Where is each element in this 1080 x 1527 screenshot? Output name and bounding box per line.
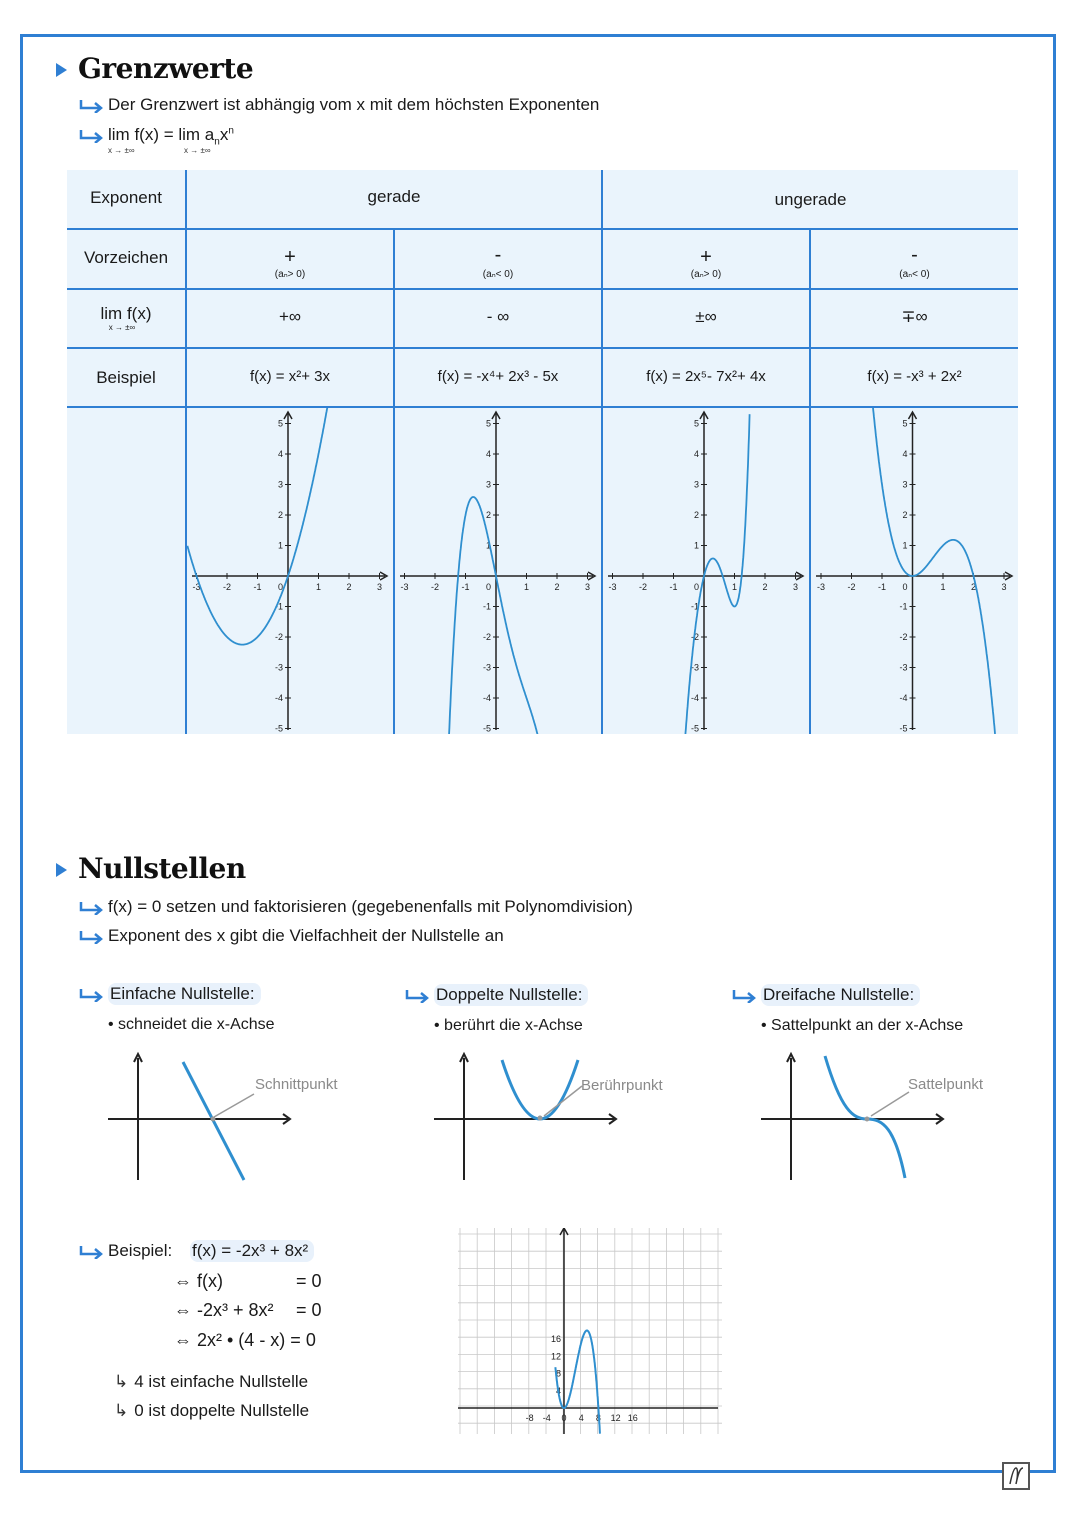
type-einfach-heading	[78, 984, 261, 1004]
y-tick-label: 2	[277, 510, 283, 520]
section-title-grenzwerte: Grenzwerte	[78, 52, 254, 85]
y-tick-label: 4	[902, 449, 908, 459]
grenzwert-formula	[78, 125, 234, 147]
table-divider	[67, 228, 1018, 230]
x-tick-label: -3	[192, 582, 201, 592]
x-tick-label: 4	[578, 1413, 584, 1423]
section-marker-icon	[56, 63, 67, 77]
graph-col4	[811, 408, 1018, 734]
y-tick-label: 3	[485, 479, 491, 490]
y-tick-label: -1	[274, 601, 283, 612]
bullet-dreifach-text: Sattelpunkt an der x-Achse	[771, 1017, 964, 1034]
x-tick-label: -1	[669, 582, 678, 592]
formula-text: lim f(x) = lim a	[108, 125, 215, 144]
label-beruehrpunkt: Berührpunkt	[581, 1077, 663, 1094]
y-tick-label: 3	[693, 479, 699, 490]
cond-col4: (aₙ< 0)	[899, 269, 930, 280]
lim-subscript-2: x → ±∞	[184, 146, 211, 155]
step-2-lhs: ⇔ -2x³ + 8x²	[174, 1300, 274, 1320]
x-tick-label: 1	[523, 582, 530, 592]
y-tick-label: -1	[482, 601, 491, 612]
row-label-beispiel: Beispiel	[96, 368, 156, 387]
x-tick-label: -4	[542, 1413, 551, 1423]
limit-col4: ∓∞	[901, 307, 928, 326]
sign-col2: -	[494, 244, 502, 266]
type-dreifach-text: Dreifache Nullstelle:	[761, 984, 920, 1006]
step-1-rhs: = 0	[296, 1271, 322, 1291]
y-tick-label: -4	[274, 693, 283, 703]
table-divider	[67, 288, 1018, 290]
x-tick-label: 1	[315, 582, 322, 592]
y-tick-label: -5	[482, 723, 491, 734]
step-3-lhs: ⇔ 2x² • (4 - x) = 0	[174, 1330, 316, 1350]
bullet-doppelt	[434, 1017, 583, 1035]
y-tick-label: 5	[277, 418, 283, 429]
y-tick-label: 4	[555, 1385, 561, 1396]
y-tick-label: 16	[550, 1334, 561, 1345]
y-tick-label: -1	[690, 601, 699, 612]
origin-label: 0	[277, 582, 283, 592]
label-schnittpunkt: Schnittpunkt	[255, 1076, 338, 1093]
y-tick-label: 2	[693, 510, 699, 520]
example-heading	[78, 1241, 172, 1261]
x-tick-label: 2	[762, 582, 768, 592]
grenzwert-rule-text: Der Grenzwert ist abhängig vom x mit dem höchsten Exponenten	[108, 95, 600, 114]
sign-col1: +	[284, 246, 296, 268]
y-tick-label: 2	[485, 510, 491, 520]
hook-arrow-icon	[78, 930, 104, 944]
cond-col3: (aₙ> 0)	[690, 269, 722, 280]
function-curve	[873, 408, 996, 734]
sattelpunkt-marker	[865, 1117, 870, 1122]
result-2	[114, 1401, 309, 1421]
x-tick-label: 2	[346, 582, 352, 592]
nullstellen-rule-1	[78, 897, 633, 917]
y-tick-label: 4	[277, 449, 283, 459]
hook-arrow-icon	[78, 99, 104, 113]
limit-col2: - ∞	[486, 307, 510, 326]
x-tick-label: 3	[584, 582, 591, 592]
brand-logo	[1002, 1462, 1030, 1490]
y-tick-label: -4	[899, 693, 908, 703]
y-tick-label: 5	[902, 418, 908, 429]
lim-subscript-1: x → ±∞	[108, 146, 135, 155]
x-tick-label: 12	[610, 1413, 621, 1423]
x-tick-label: 2	[554, 582, 560, 592]
section-marker-icon	[56, 863, 67, 877]
type-einfach-text: Einfache Nullstelle:	[108, 983, 261, 1005]
bullet-dot-icon: •	[761, 1017, 772, 1034]
y-tick-label: -4	[690, 693, 699, 703]
step-1-lhs: ⇔ f(x)	[174, 1271, 223, 1291]
x-tick-label: -2	[430, 582, 440, 592]
grenzwert-rule	[78, 95, 599, 115]
formula-x: x	[219, 125, 229, 144]
y-tick-label: -2	[482, 632, 491, 642]
y-tick-label: 4	[693, 449, 699, 459]
y-tick-label: 2	[902, 510, 908, 520]
hook-arrow-icon	[78, 129, 104, 143]
x-tick-label: -2	[638, 582, 648, 592]
x-tick-label: 1	[731, 582, 738, 592]
x-tick-label: 0	[561, 1413, 567, 1423]
example-function	[190, 1241, 314, 1261]
type-dreifach-heading	[731, 985, 920, 1005]
sketch-doppelt	[426, 1050, 686, 1185]
beruehrpunkt-marker	[538, 1116, 543, 1121]
limit-col3: ±∞	[695, 307, 717, 326]
x-tick-label: 2	[970, 582, 977, 592]
nullstellen-rule-1-text: f(x) = 0 setzen und faktorisieren (gegebenenfalls mit Polynomdivision)	[108, 897, 633, 916]
hook-arrow-icon: ↳	[114, 1372, 129, 1391]
limit-col1: +∞	[278, 307, 302, 326]
y-tick-label: 5	[693, 418, 699, 429]
y-tick-label: -3	[274, 662, 283, 673]
y-tick-label: -5	[274, 723, 283, 734]
formula-sub: n	[214, 136, 220, 148]
row-label-limit: lim f(x)	[100, 304, 152, 323]
x-tick-label: -3	[608, 582, 617, 592]
x-tick-label: -1	[253, 582, 262, 592]
y-tick-label: 1	[693, 540, 699, 551]
cond-col2: (aₙ< 0)	[482, 269, 514, 280]
example-col2: f(x) = -x⁴+ 2x³ - 5x	[437, 368, 559, 385]
y-tick-label: 12	[550, 1351, 561, 1362]
hook-arrow-icon	[78, 901, 104, 915]
x-tick-label: 16	[627, 1413, 638, 1423]
x-tick-label: -2	[847, 582, 856, 592]
step-2-rhs: = 0	[296, 1300, 322, 1320]
nullstellen-rule-2	[78, 926, 504, 946]
type-doppelt-text: Doppelte Nullstelle:	[434, 984, 588, 1006]
sign-col4: -	[911, 244, 918, 266]
sketch-dreifach	[753, 1050, 1013, 1185]
hook-arrow-icon	[404, 989, 430, 1003]
y-tick-label: -5	[690, 723, 699, 734]
y-tick-label: -4	[482, 693, 491, 703]
result-1-text: 4 ist einfache Nullstelle	[134, 1372, 309, 1391]
example-col4: f(x) = -x³ + 2x²	[867, 368, 962, 385]
hook-arrow-icon	[731, 989, 757, 1003]
y-tick-label: 1	[485, 540, 491, 551]
graph-col1	[187, 408, 393, 734]
x-tick-label: -1	[461, 582, 470, 592]
x-tick-label: -1	[877, 582, 887, 592]
logo-icon	[1004, 1464, 1028, 1488]
example-graph	[458, 1228, 722, 1434]
y-tick-label: -2	[274, 632, 283, 642]
origin-label: 0	[693, 582, 699, 592]
y-tick-label: 1	[902, 540, 908, 551]
sketch-einfach	[100, 1050, 360, 1185]
x-tick-label: 3	[376, 582, 383, 592]
result-1	[114, 1372, 308, 1392]
hook-arrow-icon	[78, 988, 104, 1002]
bullet-einfach-text: schneidet die x-Achse	[118, 1016, 275, 1033]
origin-label: 0	[485, 582, 491, 592]
x-tick-label: -3	[816, 582, 826, 592]
y-tick-label: -1	[899, 601, 908, 612]
y-tick-label: -2	[690, 632, 699, 642]
sign-col3: +	[700, 246, 712, 268]
origin-label: 0	[902, 582, 908, 592]
y-tick-label: 4	[485, 449, 491, 459]
example-function-text: f(x) = -2x³ + 8x²	[190, 1240, 314, 1262]
graph-col2	[395, 408, 601, 734]
bullet-einfach	[108, 1016, 275, 1034]
y-tick-label: 3	[902, 479, 908, 490]
row-label-exponent: Exponent	[90, 188, 162, 207]
result-2-text: 0 ist doppelte Nullstelle	[134, 1401, 310, 1420]
y-tick-label: -3	[690, 662, 699, 673]
x-tick-label: -2	[222, 582, 232, 592]
section-title-nullstellen: Nullstellen	[78, 852, 246, 885]
x-tick-label: 1	[940, 582, 946, 592]
group-ungerade: ungerade	[774, 190, 847, 209]
formula-sup: n	[228, 125, 234, 137]
y-tick-label: -5	[899, 723, 908, 734]
example-col3: f(x) = 2x⁵- 7x²+ 4x	[646, 368, 766, 385]
example-label: Beispiel:	[108, 1241, 173, 1260]
x-tick-label: -8	[525, 1413, 534, 1423]
y-tick-label: -2	[899, 632, 908, 642]
bullet-dot-icon: •	[434, 1017, 445, 1034]
y-tick-label: -3	[899, 662, 908, 673]
graph-col3	[603, 408, 809, 734]
y-tick-label: -3	[482, 662, 491, 673]
row-label-vorzeichen: Vorzeichen	[83, 248, 169, 267]
bullet-doppelt-text: berührt die x-Achse	[444, 1017, 583, 1034]
table-divider	[67, 347, 1018, 349]
group-gerade: gerade	[367, 187, 421, 206]
y-tick-label: 1	[277, 540, 283, 551]
x-tick-label: 3	[792, 582, 799, 592]
hook-arrow-icon: ↳	[114, 1401, 129, 1420]
function-curve	[685, 414, 749, 734]
x-tick-label: 8	[595, 1413, 601, 1423]
cond-col1: (aₙ> 0)	[274, 269, 306, 280]
y-tick-label: 3	[277, 479, 283, 490]
bullet-dot-icon: •	[108, 1016, 119, 1033]
bullet-dreifach	[761, 1017, 963, 1035]
x-tick-label: 3	[1001, 582, 1007, 592]
y-tick-label: 5	[485, 418, 491, 429]
example-col1: f(x) = x²+ 3x	[249, 368, 331, 385]
label-sattelpunkt: Sattelpunkt	[908, 1076, 984, 1093]
nullstellen-rule-2-text: Exponent des x gibt die Vielfachheit der Nullstelle an	[108, 926, 504, 945]
y-tick-label: 8	[555, 1368, 561, 1379]
hook-arrow-icon	[78, 1245, 104, 1259]
row-label-limit-sub: x → ±∞	[108, 323, 136, 332]
function-curve	[187, 408, 327, 645]
schnittpunkt-marker	[211, 1117, 216, 1122]
type-doppelt-heading	[404, 985, 588, 1005]
x-tick-label: -3	[400, 582, 409, 592]
